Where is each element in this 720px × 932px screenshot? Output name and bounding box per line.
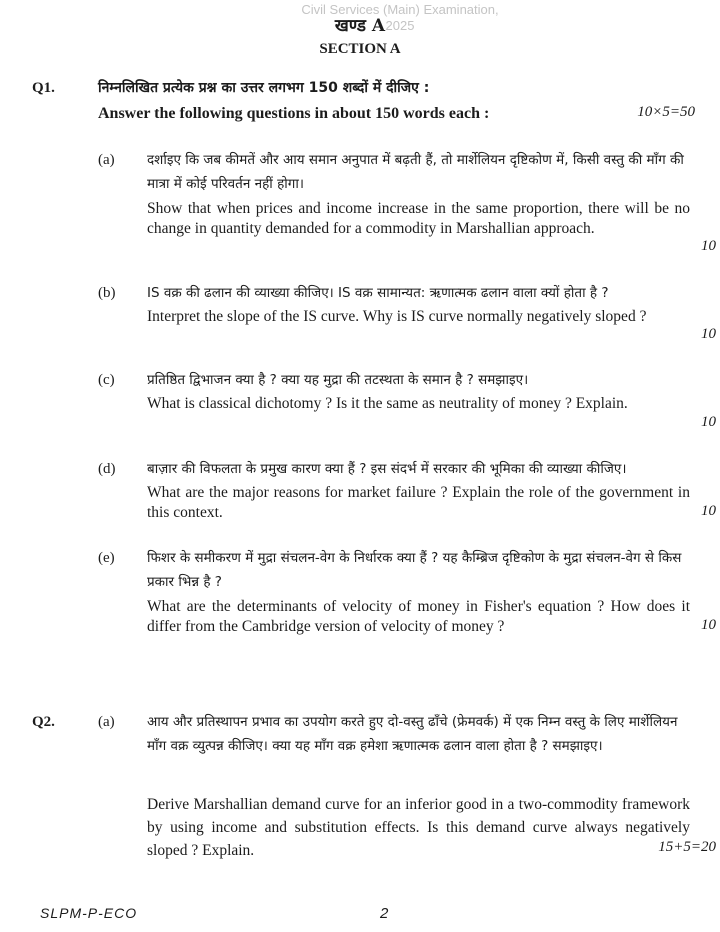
part-marks: 10 <box>701 414 716 430</box>
part-text-english: What is classical dichotomy ? Is it the same as neutrality of money ? Explain. <box>147 395 628 412</box>
question-number: Q2. <box>32 714 55 730</box>
total-marks: 10×5=50 <box>637 104 695 120</box>
section-title-hindi: खण्ड A <box>334 16 386 36</box>
part-text-hindi: फिशर के समीकरण में मुद्रा संचलन-वेग के निर्धारक क्या हैं ? यह कैम्ब्रिज दृष्टिकोण के मुद्रा संचलन-वेग से किस प्रकार भिन्न है ? <box>147 550 682 590</box>
part-text-english: Show that when prices and income increase in the same proportion, there will be no change in quantity demanded for a commodity in Marshallian approach. <box>147 200 690 237</box>
part-marks: 10 <box>701 238 716 254</box>
question-number: Q1. <box>32 80 55 96</box>
part-marks: 10 <box>701 326 716 342</box>
part-marks: 10 <box>701 617 716 633</box>
part-text-hindi: आय और प्रतिस्थापन प्रभाव का उपयोग करते हुए दो-वस्तु ढाँचे (फ्रेमवर्क) में एक निम्न वस्तु के लिए मार्शेलियन माँग वक्र व्युत्पन्न कीजिए। क्या यह माँग वक्र हमेशा ऋणात्मक ढलान वाला होता है ? समझाइए। <box>147 714 678 754</box>
part-text-english: Interpret the slope of the IS curve. Why is IS curve normally negatively sloped ? <box>147 308 647 325</box>
part-label: (d) <box>98 461 116 477</box>
part-label: (e) <box>98 550 115 566</box>
part-text-hindi: दर्शाइए कि जब कीमतें और आय समान अनुपात में बढ़ती हैं, तो मार्शेलियन दृष्टिकोण में, किसी वस्तु की माँग की मात्रा में कोई परिवर्तन नहीं होगा। <box>147 152 684 192</box>
section-title: SECTION A <box>319 41 401 57</box>
part-text-english: Derive Marshallian demand curve for an inferior good in a two-commodity framework by using income and substitution effects. Is this demand curve always negatively sloped ? Explain. <box>147 796 690 859</box>
part-text-hindi: प्रतिष्ठित द्विभाजन क्या है ? क्या यह मुद्रा की तटस्थता के समान है ? समझाइए। <box>147 372 529 388</box>
part-marks: 10 <box>701 503 716 519</box>
part-text-hindi: बाज़ार की विफलता के प्रमुख कारण क्या हैं ? इस संदर्भ में सरकार की भूमिका की व्याख्या कीजिए। <box>147 461 627 477</box>
page-number: 2 <box>380 905 389 922</box>
part-text-hindi: IS वक्र की ढलान की व्याख्या कीजिए। IS वक्र सामान्यत: ऋणात्मक ढलान वाला क्यों होता है ? <box>147 285 609 301</box>
instruction-english: Answer the following questions in about 150 words each : <box>98 105 490 122</box>
part-label: (a) <box>98 714 115 730</box>
part-marks: 15+5=20 <box>658 839 716 855</box>
part-label: (a) <box>98 152 115 168</box>
paper-code: SLPM-P-ECO <box>40 905 138 921</box>
watermark: Civil Services (Main) Examination, 2025 <box>301 2 499 33</box>
part-label: (b) <box>98 285 116 301</box>
part-label: (c) <box>98 372 115 388</box>
instruction-hindi: निम्नलिखित प्रत्येक प्रश्न का उत्तर लगभग 150 शब्दों में दीजिए : <box>98 80 430 96</box>
part-text-english: What are the major reasons for market failure ? Explain the role of the government in this context. <box>147 484 690 521</box>
part-text-english: What are the determinants of velocity of money in Fisher's equation ? How does it differ from the Cambridge version of velocity of money ? <box>147 598 690 635</box>
